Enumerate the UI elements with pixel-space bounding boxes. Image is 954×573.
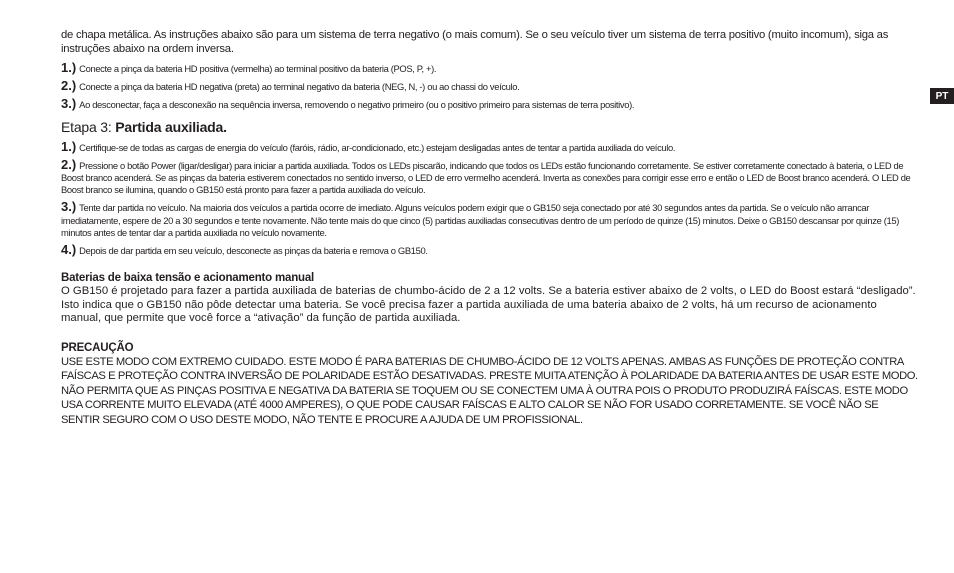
stage-title: Partida auxiliada.: [115, 118, 227, 135]
connection-steps: [61, 62, 919, 112]
step-text: Certifique-se de todas as cargas de energia do veículo (faróis, rádio, ar-condicionado, etc.) estejam desligadas antes de tentar a partida auxiliada do veículo.: [79, 141, 676, 153]
step-item: [61, 62, 919, 75]
jump-start-steps: [61, 138, 919, 258]
step-item: [61, 244, 919, 257]
stage-prefix: Etapa 3:: [61, 118, 116, 135]
step-number: 3.): [61, 96, 77, 112]
step-number: 2.): [61, 78, 77, 94]
step-number: 4.): [61, 242, 77, 258]
low-voltage-paragraph: O GB150 é projetado para fazer a partida auxiliada de baterias de chumbo-ácido de 2 a 12 volts. Se a bateria estiver abaixo de 2 volts, o LED do Boost estará “desligado”. Isto indica que o GB150 não pôde detectar uma bateria. Se você precisa fazer a partida auxiliada de uma bateria abaixo de 2 volts, há um recurso de acionamento manual, que permite que você force a “ativação” da função de partida auxiliada.: [61, 285, 916, 325]
step-item: [61, 156, 919, 197]
step-text: Conecte a pinça da bateria HD positiva (vermelha) ao terminal positivo da bateria (POS, P, +).: [79, 63, 437, 74]
caution-paragraph-2: NÃO PERMITA QUE AS PINÇAS POSITIVA E NEGATIVA DA BATERIA SE TOQUEM OU SE CONECTEM UMA À OUTRA POIS O PRODUTO PRODUZIRÁ FAÍSCAS. ESTE MODO USA CORRENTE MUITO ELEVADA (ATÉ 4000 AMPERES), O QUE PODE CAUSAR FAÍSCAS E ALTO CALOR SE NÃO FOR USADO CORRETAMENTE. SE VOCÊ NÃO SE SENTIR SEGURO COM O USO DESTE MODO, NÃO TENTE E PROCURE A AJUDA DE UM PROFISSIONAL.: [61, 384, 908, 426]
step-text: Depois de dar partida em seu veículo, desconecte as pinças da bateria e remova o GB150.: [79, 245, 428, 257]
step-number: 2.): [61, 156, 77, 172]
document-body: [61, 29, 919, 427]
step-text: Conecte a pinça da bateria HD negativa (preta) ao terminal negativo da bateria (NEG, N, -) ou ao chassi do veículo.: [79, 81, 520, 93]
low-voltage-heading: Baterias de baixa tensão e acionamento manual: [61, 272, 315, 285]
step-item: [61, 138, 919, 154]
language-tab: PT: [930, 88, 954, 104]
step-item: [61, 98, 919, 111]
step-item: [61, 80, 919, 93]
step-text: Pressione o botão Power (ligar/desligar) para iniciar a partida auxiliada. Todos os LEDs piscarão, indicando que todos os LEDs estão funcionando corretamente. Se estiver corretamente conectado à bateria, o LED de Boost branco acenderá. Se as pinças da bateria estiverem conectados no sentido inverso, o LED de erro vermelho acenderá. Inverta as conexões para corrigir esse erro e então o LED de Boost branco acenderá. O LED de Boost branco se ilumina, quando o GB150 está pronto para fazer a partida auxiliada do veículo.: [61, 159, 911, 196]
stage-heading: [61, 119, 919, 135]
step-number: 3.): [61, 199, 77, 215]
step-item: [61, 201, 919, 239]
intro-paragraph: de chapa metálica. As instruções abaixo são para um sistema de terra negativo (o mais comum). Se o seu veículo tiver um sistema de terra positivo (muito incomum), siga as instruções abaixo na ordem inversa.: [61, 29, 889, 55]
caution-heading: PRECAUÇÃO: [61, 341, 134, 354]
step-number: 1.): [61, 138, 77, 154]
step-text: Tente dar partida no veículo. Na maioria dos veículos a partida ocorre de imediato. Alguns veículos podem exigir que o GB150 seja conectado por até 30 segundos antes da partida. Se o veículo não arrancar imediatamente, espere de 20 a 30 segundos e tente novamente. Não tente mais do que cinco (5) partidas auxiliadas consecutivas dentro de um período de quinze (15) minutos. Deixe o GB150 descansar por quinze (15) minutos antes de tentar dar a partida auxiliada no veículo novamente.: [61, 202, 899, 238]
step-number: 1.): [61, 60, 77, 75]
step-text: Ao desconectar, faça a desconexão na sequência inversa, removendo o negativo primeiro (ou o positivo primeiro para sistemas de terra positivo).: [79, 99, 635, 111]
caution-paragraph-1: USE ESTE MODO COM EXTREMO CUIDADO. ESTE MODO É PARA BATERIAS DE CHUMBO-ÁCIDO DE 12 VOLTS APENAS. AMBAS AS FUNÇÕES DE PROTEÇÃO CONTRA FAÍSCAS E PROTEÇÃO CONTRA INVERSÃO DE POLARIDADE ESTÃO DESATIVADAS. PRESTE MUITA ATENÇÃO À POLARIDADE DA BATERIA ANTES DE USAR ESTE MODO.: [61, 355, 918, 383]
